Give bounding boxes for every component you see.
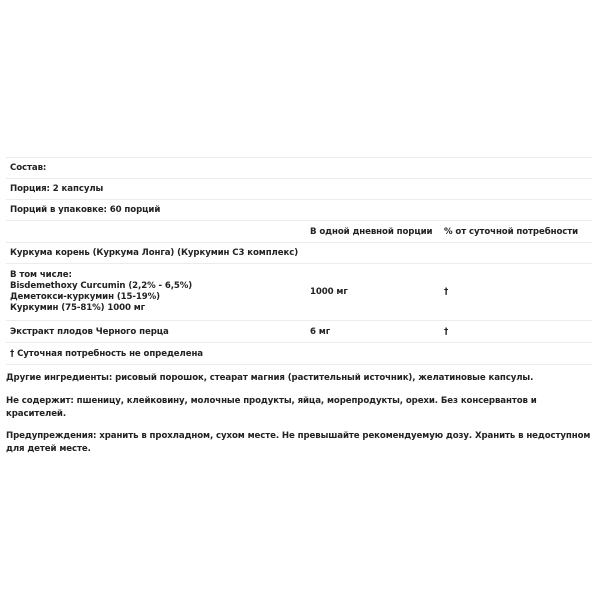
additional-info	[6, 372, 592, 466]
table-row	[6, 321, 592, 343]
ingredient-dv: †	[444, 287, 449, 297]
servings-per-pack: Порций в упаковке: 60 порций	[10, 205, 161, 215]
warnings: Предупреждения: хранить в прохладном, сухом месте. Не превышайте рекомендуемую дозу. Хранить в недоступном для детей месте.	[6, 431, 591, 454]
supplement-facts-table	[6, 157, 592, 365]
servings-per-pack-row	[6, 200, 592, 221]
breakdown-line: Деметокси-куркумин (15-19%)	[10, 292, 160, 302]
footnote-row	[6, 343, 592, 365]
header-amount-per-serving: В одной дневной порции	[310, 226, 433, 237]
other-ingredients: Другие ингредиенты: рисовый порошок, стеарат магния (растительный источник), желатиновые капсулы.	[6, 373, 534, 383]
serving-size: Порция: 2 капсулы	[10, 184, 104, 194]
ingredient-amount: 6 мг	[310, 326, 331, 337]
breakdown-line: Куркумин (75-81%) 1000 мг	[10, 303, 146, 313]
does-not-contain: Не содержит: пшеницу, клейковину, молочные продукты, яйца, морепродукты, орехи. Без консервантов и красителей.	[6, 395, 537, 419]
breakdown-line: Bisdemethoxy Curcumin (2,2% - 6,5%)	[10, 281, 193, 291]
header-daily-value: % от суточной потребности	[444, 226, 579, 237]
table-row	[6, 243, 592, 264]
daily-value-footnote: † Суточная потребность не определена	[10, 348, 203, 359]
ingredient-amount: 1000 мг	[310, 287, 348, 297]
table-row	[6, 264, 592, 321]
serving-size-row	[6, 179, 592, 200]
composition-title-row	[6, 158, 592, 179]
ingredient-dv: †	[444, 326, 449, 337]
composition-title: Состав:	[10, 163, 47, 173]
breakdown-line: В том числе:	[10, 270, 72, 280]
ingredient-name: Экстракт плодов Черного перца	[10, 326, 169, 337]
table-header-row	[6, 221, 592, 243]
ingredient-breakdown	[6, 270, 310, 314]
ingredient-name: Куркума корень (Куркума Лонга) (Куркумин С3 комплекс)	[10, 248, 299, 258]
